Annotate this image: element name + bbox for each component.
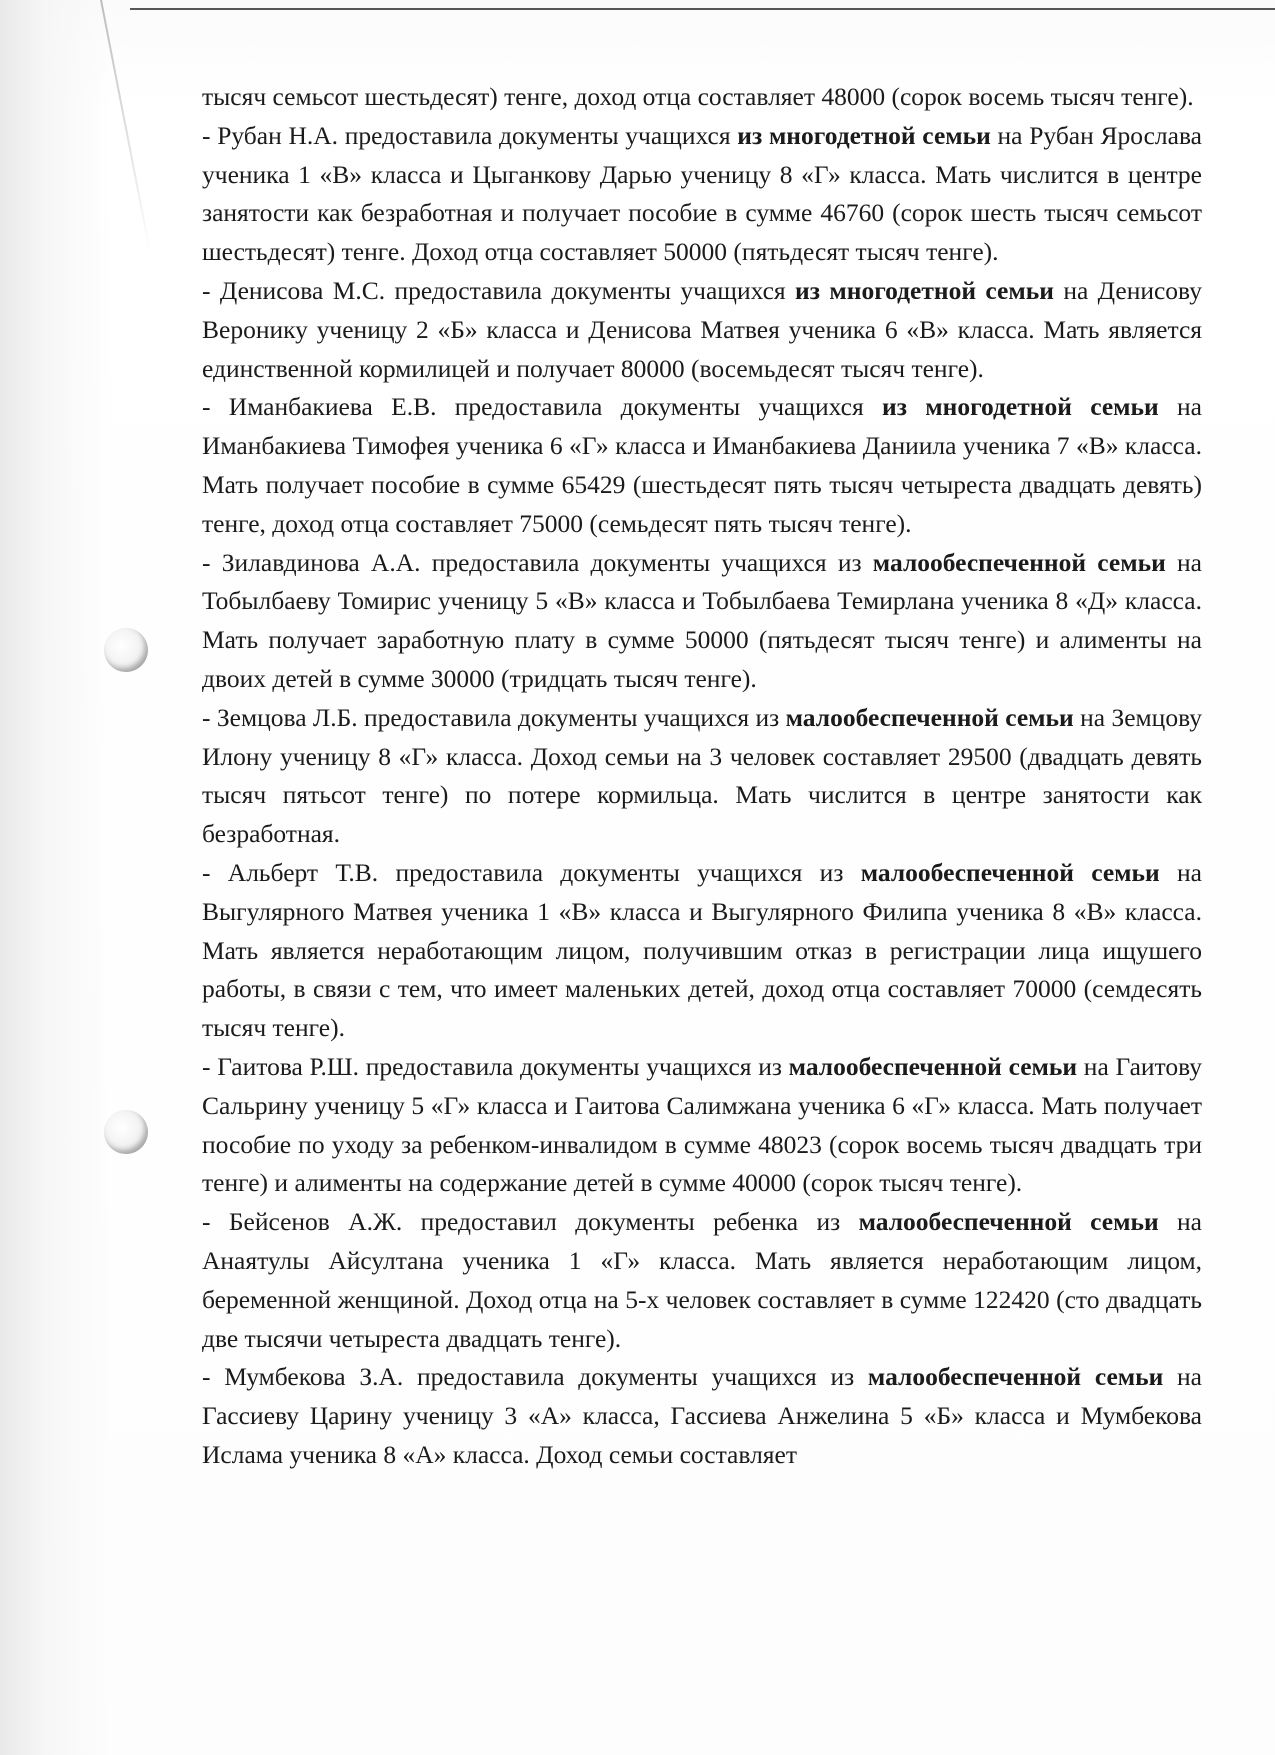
text-segment: на Рубан Ярослава ученика 1 «В» класса и Цыганкову Дарью ученицу 8 «Г» класса. Мать числится в центре занятости как безработная и получает пособие в сумме 46760 (сорок шесть тысяч семьсот шестьдесят) тенге. Доход отца составляет 50000 (пятьдесят тысяч тенге). <box>202 120 1202 267</box>
text-segment: - Бейсенов А.Ж. предоставил документы ребенка из <box>202 1207 859 1237</box>
text-segment: - Земцова Л.Б. предоставила документы учащихся из <box>202 702 786 732</box>
bold-phrase: малообеспеченной семьи <box>788 1051 1078 1081</box>
text-segment: на Денисову Веронику ученицу 2 «Б» класса и Денисова Матвея ученика 6 «В» класса. Мать является единственной кормилицей и получает 80000 (восемьдесят тысяч тенге). <box>202 275 1202 383</box>
paragraph <box>202 1048 1202 1203</box>
bold-phrase: малообеспеченной семьи <box>858 1207 1159 1237</box>
punch-hole-icon <box>104 628 148 672</box>
punch-hole-icon <box>104 1110 148 1154</box>
paragraph <box>202 388 1202 543</box>
paragraph <box>202 1358 1202 1474</box>
text-segment: на Земцову Илону ученицу 8 «Г» класса. Доход семьи на 3 человек составляет 29500 (двадцать девять тысяч пятьсот тенге) по потере кормильца. Мать числится в центре занятости как безработная. <box>202 702 1203 849</box>
bold-phrase: малообеспеченной семьи <box>872 547 1166 577</box>
text-segment: - Гаитова Р.Ш. предоставила документы учащихся из <box>202 1051 789 1081</box>
paragraph <box>202 699 1202 854</box>
bold-phrase: из многодетной семьи <box>882 392 1159 422</box>
text-segment: - Денисова М.С. предоставила документы учащихся <box>202 275 796 305</box>
bold-phrase: малообеспеченной семьи <box>860 857 1160 887</box>
bold-phrase: малообеспеченной семьи <box>867 1362 1164 1392</box>
text-segment: на Гассиеву Царину ученицу 3 «А» класса, Гассиева Анжелина 5 «Б» класса и Мумбекова Ислама ученика 8 «А» класса. Доход семьи составляет <box>202 1362 1203 1469</box>
paragraph <box>202 1203 1202 1358</box>
page-top-edge <box>130 8 1275 10</box>
bold-phrase: из многодетной семьи <box>737 120 991 150</box>
text-segment: тысяч семьсот шестьдесят) тенге, доход отца составляет 48000 (сорок восемь тысяч тенге). <box>202 82 1194 111</box>
text-segment: - Альберт Т.В. предоставила документы учащихся из <box>202 857 861 887</box>
paragraph <box>202 117 1202 272</box>
paragraph <box>202 272 1202 388</box>
text-segment: - Рубан Н.А. предоставила документы учащихся <box>202 120 738 150</box>
paragraph <box>202 78 1202 117</box>
bold-phrase: малообеспеченной семьи <box>785 702 1074 732</box>
text-segment: на Выгулярного Матвея ученика 1 «В» класса и Выгулярного Филипа ученика 8 «В» класса. Мать является неработающим лицом, получившим отказ в регистрации лица ищушего работы, в связи с тем, что имеет маленьких детей, доход отца составляет 70000 (семдесять тысяч тенге). <box>202 857 1202 1043</box>
paragraph <box>202 854 1202 1048</box>
bold-phrase: из многодетной семьи <box>795 275 1054 305</box>
document-body <box>202 78 1202 1475</box>
paragraph <box>202 544 1202 699</box>
text-segment: - Иманбакиева Е.В. предоставила документы учащихся <box>202 392 883 422</box>
page-left-shadow <box>0 0 110 1755</box>
text-segment: на Тобылбаеву Томирис ученицу 5 «В» класса и Тобылбаева Темирлана ученика 8 «Д» класса. Мать получает заработную плату в сумме 50000 (пятьдесят тысяч тенге) и алименты на двоих детей в сумме 30000 (тридцать тысяч тенге). <box>202 547 1202 693</box>
text-segment: на Анаятулы Айсултана ученика 1 «Г» класса. Мать является неработающим лицом, беременной женщиной. Доход отца на 5-х человек составляет в сумме 122420 (сто двадцать две тысячи четыреста двадцать тенге). <box>202 1207 1203 1353</box>
text-segment: - Мумбекова З.А. предоставила документы учащихся из <box>202 1362 868 1392</box>
text-segment: на Иманбакиева Тимофея ученика 6 «Г» класса и Иманбакиева Даниила ученика 7 «В» класса. Мать получает пособие в сумме 65429 (шестьдесят пять тысяч четыреста двадцать девять) тенге, доход отца составляет 75000 (семьдесят пять тысяч тенге). <box>202 392 1202 538</box>
text-segment: - Зилавдинова А.А. предоставила документы учащихся из <box>202 547 873 577</box>
text-segment: на Гаитову Сальрину ученицу 5 «Г» класса и Гаитова Салимжана ученика 6 «Г» класса. Мать получает пособие по уходу за ребенком-инвалидом в сумме 48023 (сорок восемь тысяч двадцать три тенге) и алименты на содержание детей в сумме 40000 (сорок тысяч тенге). <box>202 1051 1203 1198</box>
